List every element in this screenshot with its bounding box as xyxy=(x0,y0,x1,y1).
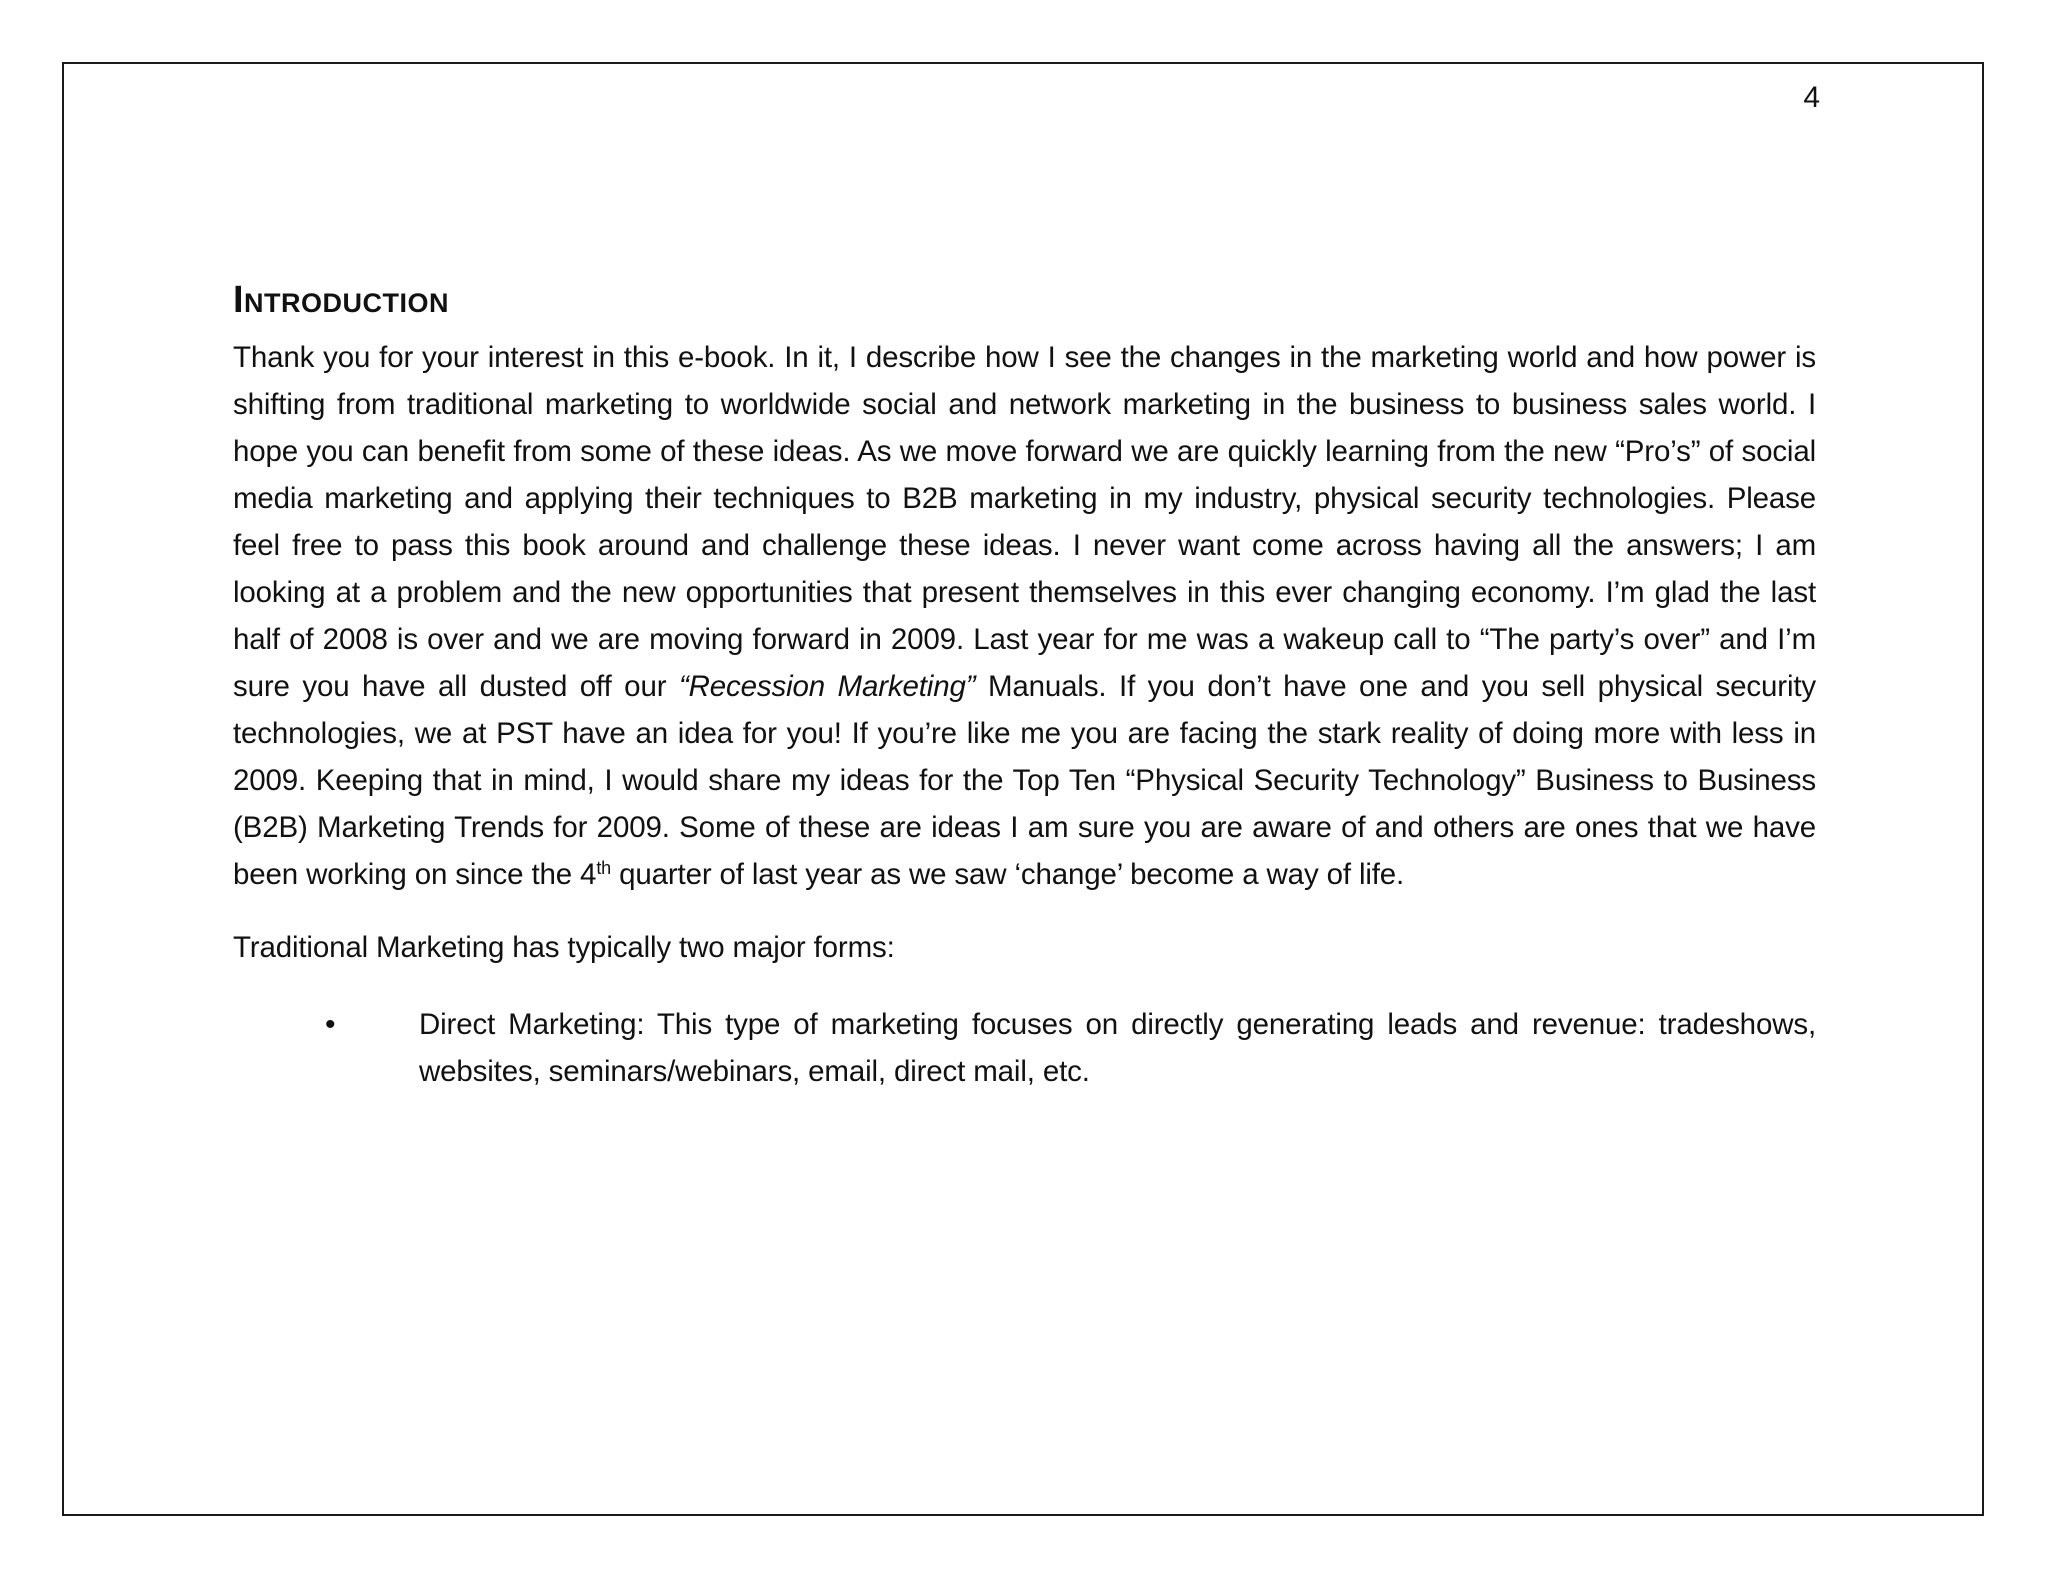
intro-italic-title: “Recession Marketing” xyxy=(678,670,976,703)
ordinal-superscript: th xyxy=(596,858,612,878)
intro-text-part2: Manuals. If you don’t have one and you sell physical security technologies, we at PST have an idea for you! If you’re like me you are facing the stark reality of doing more with less in 2009. Keeping that in mind, I would share my ideas for the Top Ten “Physical Security Technology” Business to Business (B2B) Marketing Trends for 2009. Some of these are ideas I am sure you are aware of and others are ones that we have been working on since the 4 xyxy=(233,670,1816,891)
bullet-text: This type of marketing focuses on directly generating leads and revenue: tradeshows, websites, seminars/webinars, email, direct mail, etc. xyxy=(419,1008,1816,1088)
bullet-icon: • xyxy=(325,1008,336,1041)
bullet-list xyxy=(233,1001,1816,1095)
section-heading: Introduction xyxy=(233,279,450,321)
page-content xyxy=(233,278,1816,1095)
intro-text-part1: Thank you for your interest in this e-book. In it, I describe how I see the changes in the marketing world and how power is shifting from traditional marketing to worldwide social and network marketing in the business to business sales world. I hope you can benefit from some of these ideas. As we move forward we are quickly learning from the new “Pro’s” of social media marketing and applying their techniques to B2B marketing in my industry, physical security technologies. Please feel free to pass this book around and challenge these ideas. I never want come across having all the answers; I am looking at a problem and the new opportunities that present themselves in this ever changing economy. I’m glad the last half of 2008 is over and we are moving forward in 2009. Last year for me was a wakeup call to “The party’s over” and I’m sure you have all dusted off our xyxy=(233,341,1816,703)
bullet-term: Direct Marketing: xyxy=(419,1008,645,1041)
list-item xyxy=(233,1001,1816,1095)
forms-paragraph: Traditional Marketing has typically two major forms: xyxy=(233,931,895,964)
intro-paragraph xyxy=(233,334,1816,898)
intro-text-part3: quarter of last year as we saw ‘change’ become a way of life. xyxy=(611,858,1405,891)
page-number: 4 xyxy=(1803,81,1820,114)
